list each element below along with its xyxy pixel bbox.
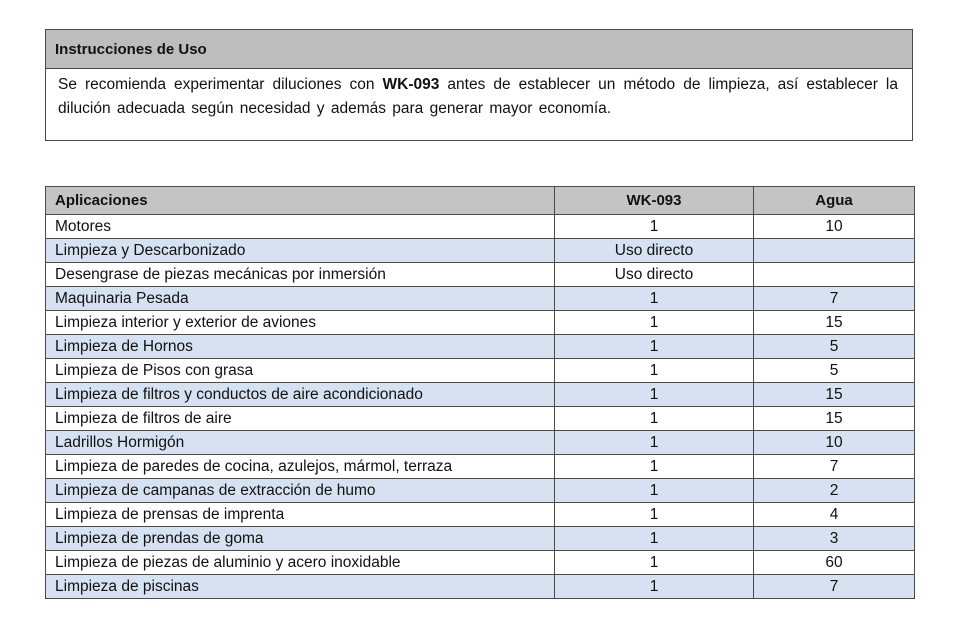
cell-product: 1 bbox=[555, 503, 754, 527]
instructions-title: Instrucciones de Uso bbox=[46, 30, 912, 69]
cell-product: 1 bbox=[555, 215, 754, 239]
table-row bbox=[46, 239, 915, 263]
cell-product: 1 bbox=[555, 455, 754, 479]
header-product: WK-093 bbox=[555, 187, 754, 215]
cell-application: Limpieza de prendas de goma bbox=[46, 527, 555, 551]
cell-water bbox=[754, 239, 915, 263]
cell-water: 10 bbox=[754, 431, 915, 455]
cell-product: 1 bbox=[555, 407, 754, 431]
cell-application: Limpieza de Hornos bbox=[46, 335, 555, 359]
cell-application: Limpieza interior y exterior de aviones bbox=[46, 311, 555, 335]
cell-application: Limpieza de campanas de extracción de humo bbox=[46, 479, 555, 503]
cell-application: Limpieza de Pisos con grasa bbox=[46, 359, 555, 383]
instructions-text-before: Se recomienda experimentar diluciones con bbox=[58, 76, 383, 93]
cell-water: 3 bbox=[754, 527, 915, 551]
cell-water: 2 bbox=[754, 479, 915, 503]
cell-product: 1 bbox=[555, 431, 754, 455]
cell-water: 15 bbox=[754, 383, 915, 407]
cell-product: Uso directo bbox=[555, 239, 754, 263]
table-row bbox=[46, 527, 915, 551]
cell-product: 1 bbox=[555, 575, 754, 599]
cell-product: 1 bbox=[555, 287, 754, 311]
cell-water: 15 bbox=[754, 311, 915, 335]
table-row bbox=[46, 287, 915, 311]
instructions-product-name: WK-093 bbox=[382, 76, 440, 93]
cell-product: Uso directo bbox=[555, 263, 754, 287]
applications-table bbox=[45, 186, 915, 599]
cell-water: 10 bbox=[754, 215, 915, 239]
table-row bbox=[46, 311, 915, 335]
instructions-box bbox=[45, 29, 913, 141]
cell-water: 4 bbox=[754, 503, 915, 527]
cell-application: Limpieza de prensas de imprenta bbox=[46, 503, 555, 527]
cell-water: 7 bbox=[754, 287, 915, 311]
table-row bbox=[46, 479, 915, 503]
table-header bbox=[46, 187, 915, 215]
table-row bbox=[46, 407, 915, 431]
cell-application: Limpieza de piezas de aluminio y acero inoxidable bbox=[46, 551, 555, 575]
cell-product: 1 bbox=[555, 383, 754, 407]
instructions-text-after: antes de establecer un método de limpieza, así establecer la dilución adecuada según necesidad y además para generar mayor economía. bbox=[58, 76, 898, 117]
table-row bbox=[46, 215, 915, 239]
cell-water: 15 bbox=[754, 407, 915, 431]
cell-product: 1 bbox=[555, 527, 754, 551]
table-row bbox=[46, 503, 915, 527]
table-row bbox=[46, 383, 915, 407]
cell-application: Limpieza de filtros y conductos de aire acondicionado bbox=[46, 383, 555, 407]
cell-application: Motores bbox=[46, 215, 555, 239]
cell-application: Ladrillos Hormigón bbox=[46, 431, 555, 455]
table-row bbox=[46, 431, 915, 455]
header-water: Agua bbox=[754, 187, 915, 215]
header-row bbox=[46, 187, 915, 215]
cell-product: 1 bbox=[555, 311, 754, 335]
table-body bbox=[46, 215, 915, 599]
cell-application: Limpieza y Descarbonizado bbox=[46, 239, 555, 263]
cell-application: Desengrase de piezas mecánicas por inmersión bbox=[46, 263, 555, 287]
cell-application: Limpieza de filtros de aire bbox=[46, 407, 555, 431]
table-row bbox=[46, 335, 915, 359]
cell-product: 1 bbox=[555, 551, 754, 575]
cell-water: 7 bbox=[754, 575, 915, 599]
cell-product: 1 bbox=[555, 479, 754, 503]
cell-water: 5 bbox=[754, 359, 915, 383]
table-row bbox=[46, 263, 915, 287]
table-row bbox=[46, 455, 915, 479]
cell-water: 7 bbox=[754, 455, 915, 479]
cell-application: Maquinaria Pesada bbox=[46, 287, 555, 311]
cell-water: 5 bbox=[754, 335, 915, 359]
table-row bbox=[46, 359, 915, 383]
cell-product: 1 bbox=[555, 359, 754, 383]
cell-water bbox=[754, 263, 915, 287]
instructions-text bbox=[46, 69, 912, 121]
cell-product: 1 bbox=[555, 335, 754, 359]
cell-application: Limpieza de piscinas bbox=[46, 575, 555, 599]
cell-application: Limpieza de paredes de cocina, azulejos, mármol, terraza bbox=[46, 455, 555, 479]
table-row bbox=[46, 575, 915, 599]
table-row bbox=[46, 551, 915, 575]
header-applications: Aplicaciones bbox=[46, 187, 555, 215]
cell-water: 60 bbox=[754, 551, 915, 575]
